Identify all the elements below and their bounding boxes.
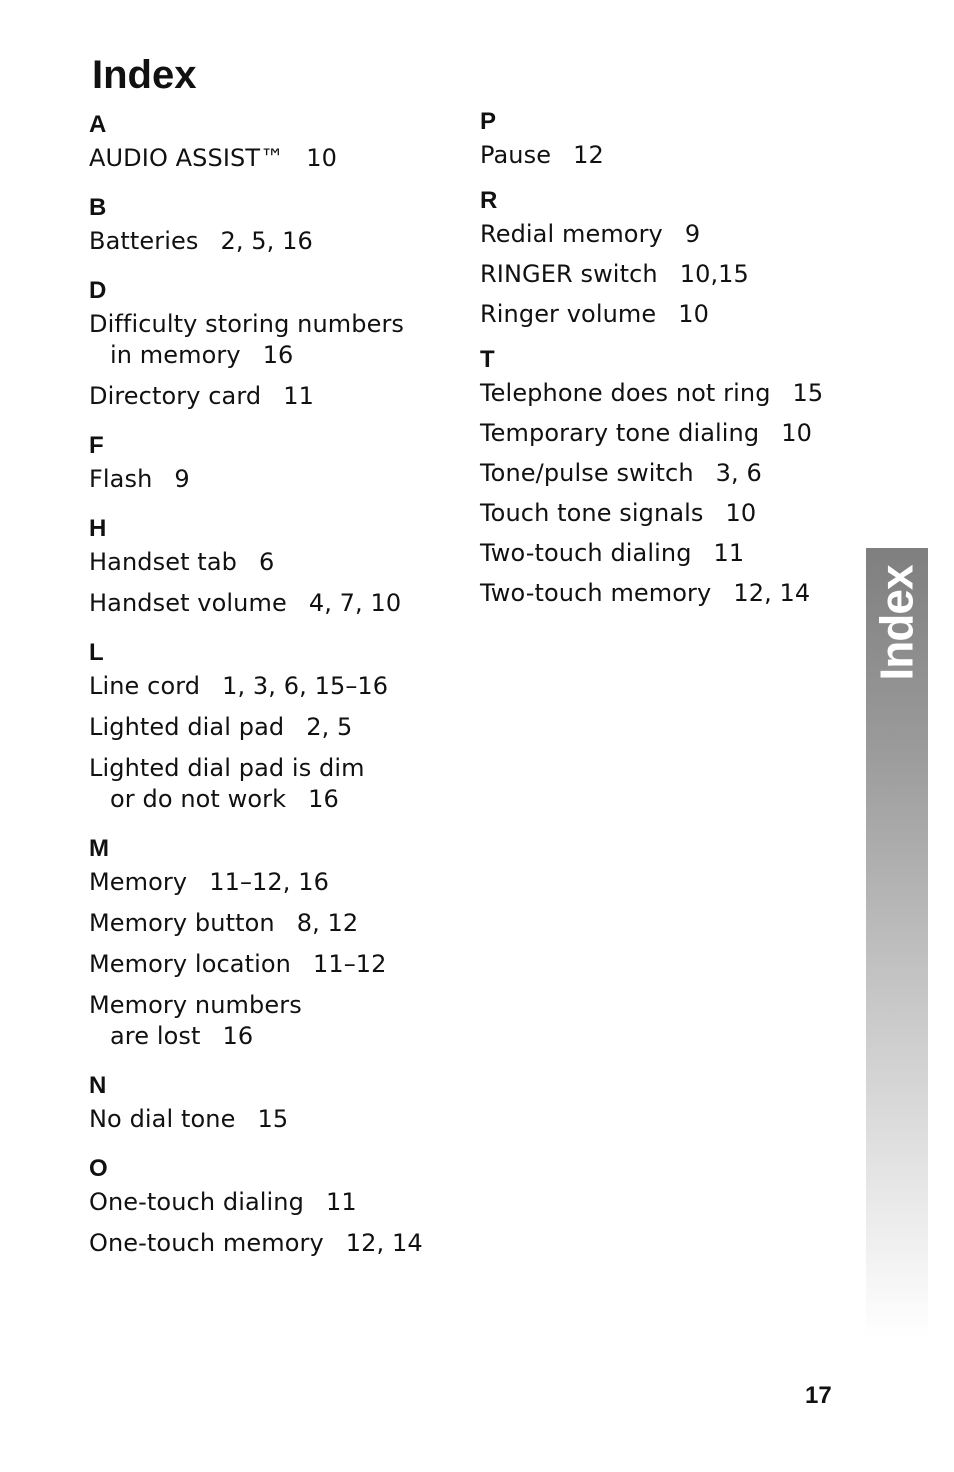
index-letter: F [89, 432, 104, 459]
index-term: Line cord [89, 672, 201, 700]
index-term: One-touch memory [89, 1229, 324, 1257]
index-page-refs: 15 [792, 379, 824, 407]
index-term: Memory button [89, 909, 275, 937]
index-page-refs: 10 [725, 499, 757, 527]
index-term: Two-touch memory [480, 579, 712, 607]
index-page-refs: 2, 5 [306, 713, 353, 741]
index-entry [89, 547, 459, 578]
index-entry [480, 140, 840, 171]
index-letter: O [89, 1155, 108, 1182]
index-term: Tone/pulse switch [480, 459, 694, 487]
index-letter: N [89, 1072, 107, 1099]
index-term: Pause [480, 141, 552, 169]
index-entry [89, 867, 459, 898]
index-term: Memory location [89, 950, 291, 978]
index-column-left [89, 111, 459, 1259]
index-entry [89, 671, 459, 702]
index-term: Memory numbers [89, 991, 302, 1019]
index-term: RINGER switch [480, 260, 658, 288]
index-letter: H [89, 515, 107, 542]
index-entry [89, 1228, 459, 1259]
index-term: Redial memory [480, 220, 663, 248]
index-page-refs: 11–12 [312, 950, 387, 978]
index-group-t [480, 346, 840, 609]
index-page-refs: 2, 5, 16 [220, 227, 313, 255]
index-letter: B [89, 194, 107, 221]
index-term-continuation-line [110, 784, 459, 815]
index-entry [89, 464, 459, 495]
index-page-refs: 10,15 [679, 260, 749, 288]
index-term: Two-touch dialing [480, 539, 692, 567]
index-term: Ringer volume [480, 300, 657, 328]
index-term-continuation: in memory [110, 341, 241, 369]
index-term: Telephone does not ring [480, 379, 771, 407]
index-page-refs: 11 [713, 539, 745, 567]
index-entry [480, 418, 840, 449]
index-page-refs: 3, 6 [715, 459, 762, 487]
index-group-d [89, 277, 459, 412]
index-letter: D [89, 277, 107, 304]
index-entry [89, 1104, 459, 1135]
index-entry [480, 299, 840, 330]
page-number: 17 [805, 1382, 832, 1409]
index-page-refs: 12, 14 [345, 1229, 423, 1257]
index-entry [89, 309, 459, 371]
index-entry [89, 908, 459, 939]
index-entry [480, 259, 840, 290]
index-entry [89, 143, 459, 174]
index-term-continuation: are lost [110, 1022, 201, 1050]
index-entry [480, 378, 840, 409]
index-entry [480, 458, 840, 489]
index-page-refs: 15 [257, 1105, 289, 1133]
index-entry [89, 990, 459, 1052]
index-term: Temporary tone dialing [480, 419, 760, 447]
index-page-refs: 11 [325, 1188, 357, 1216]
index-term-continuation-line [110, 1021, 459, 1052]
index-term: AUDIO ASSIST™ [89, 144, 285, 172]
index-term-continuation: or do not work [110, 785, 287, 813]
index-entry [89, 226, 459, 257]
index-page-refs: 11 [283, 382, 314, 410]
index-letter: P [480, 108, 497, 135]
index-page-refs: 6 [258, 548, 275, 576]
index-entry [89, 949, 459, 980]
side-tab-label: Index [871, 565, 923, 681]
index-term: Difficulty storing numbers [89, 310, 405, 338]
index-page-refs: 10 [781, 419, 812, 447]
index-group-a [89, 111, 459, 174]
index-page-refs: 16 [222, 1022, 254, 1050]
index-entry [89, 712, 459, 743]
index-term: Lighted dial pad [89, 713, 285, 741]
index-page-refs: 16 [308, 785, 339, 813]
index-entry [89, 588, 459, 619]
index-letter: M [89, 835, 109, 862]
index-page-refs: 10 [678, 300, 710, 328]
index-letter: L [89, 639, 104, 666]
index-entry [480, 578, 840, 609]
index-group-b [89, 194, 459, 257]
index-entry [89, 753, 459, 815]
index-term: No dial tone [89, 1105, 236, 1133]
index-term-continuation-line [110, 340, 459, 371]
index-group-h [89, 515, 459, 619]
index-term: Handset tab [89, 548, 237, 576]
index-group-r [480, 187, 840, 330]
index-page-refs: 10 [306, 144, 337, 172]
index-term: One-touch dialing [89, 1188, 304, 1216]
index-column-right [480, 108, 840, 609]
index-group-p [480, 108, 840, 171]
index-term: Lighted dial pad is dim [89, 754, 365, 782]
section-side-tab [866, 548, 928, 1338]
index-group-n [89, 1072, 459, 1135]
index-entry [480, 538, 840, 569]
index-group-f [89, 432, 459, 495]
index-entry [480, 219, 840, 250]
index-letter: A [89, 111, 107, 138]
index-term: Handset volume [89, 589, 287, 617]
index-letter: T [480, 346, 495, 373]
index-page-refs: 1, 3, 6, 15–16 [222, 672, 389, 700]
index-page-refs: 12, 14 [733, 579, 811, 607]
index-term: Flash [89, 465, 153, 493]
index-term: Batteries [89, 227, 199, 255]
index-group-l [89, 639, 459, 815]
index-term: Memory [89, 868, 188, 896]
index-entry [89, 1187, 459, 1218]
index-page-refs: 4, 7, 10 [308, 589, 402, 617]
index-page-refs: 12 [573, 141, 604, 169]
index-entry [480, 498, 840, 529]
index-page-refs: 11–12, 16 [209, 868, 329, 896]
index-page-refs: 16 [262, 341, 294, 369]
index-letter: R [480, 187, 498, 214]
index-page-refs: 9 [684, 220, 701, 248]
index-page-refs: 8, 12 [296, 909, 359, 937]
index-page-refs: 9 [174, 465, 190, 493]
index-term: Touch tone signals [480, 499, 704, 527]
index-group-m [89, 835, 459, 1052]
page-title: Index [92, 53, 197, 97]
index-entry [89, 381, 459, 412]
index-group-o [89, 1155, 459, 1259]
index-term: Directory card [89, 382, 262, 410]
